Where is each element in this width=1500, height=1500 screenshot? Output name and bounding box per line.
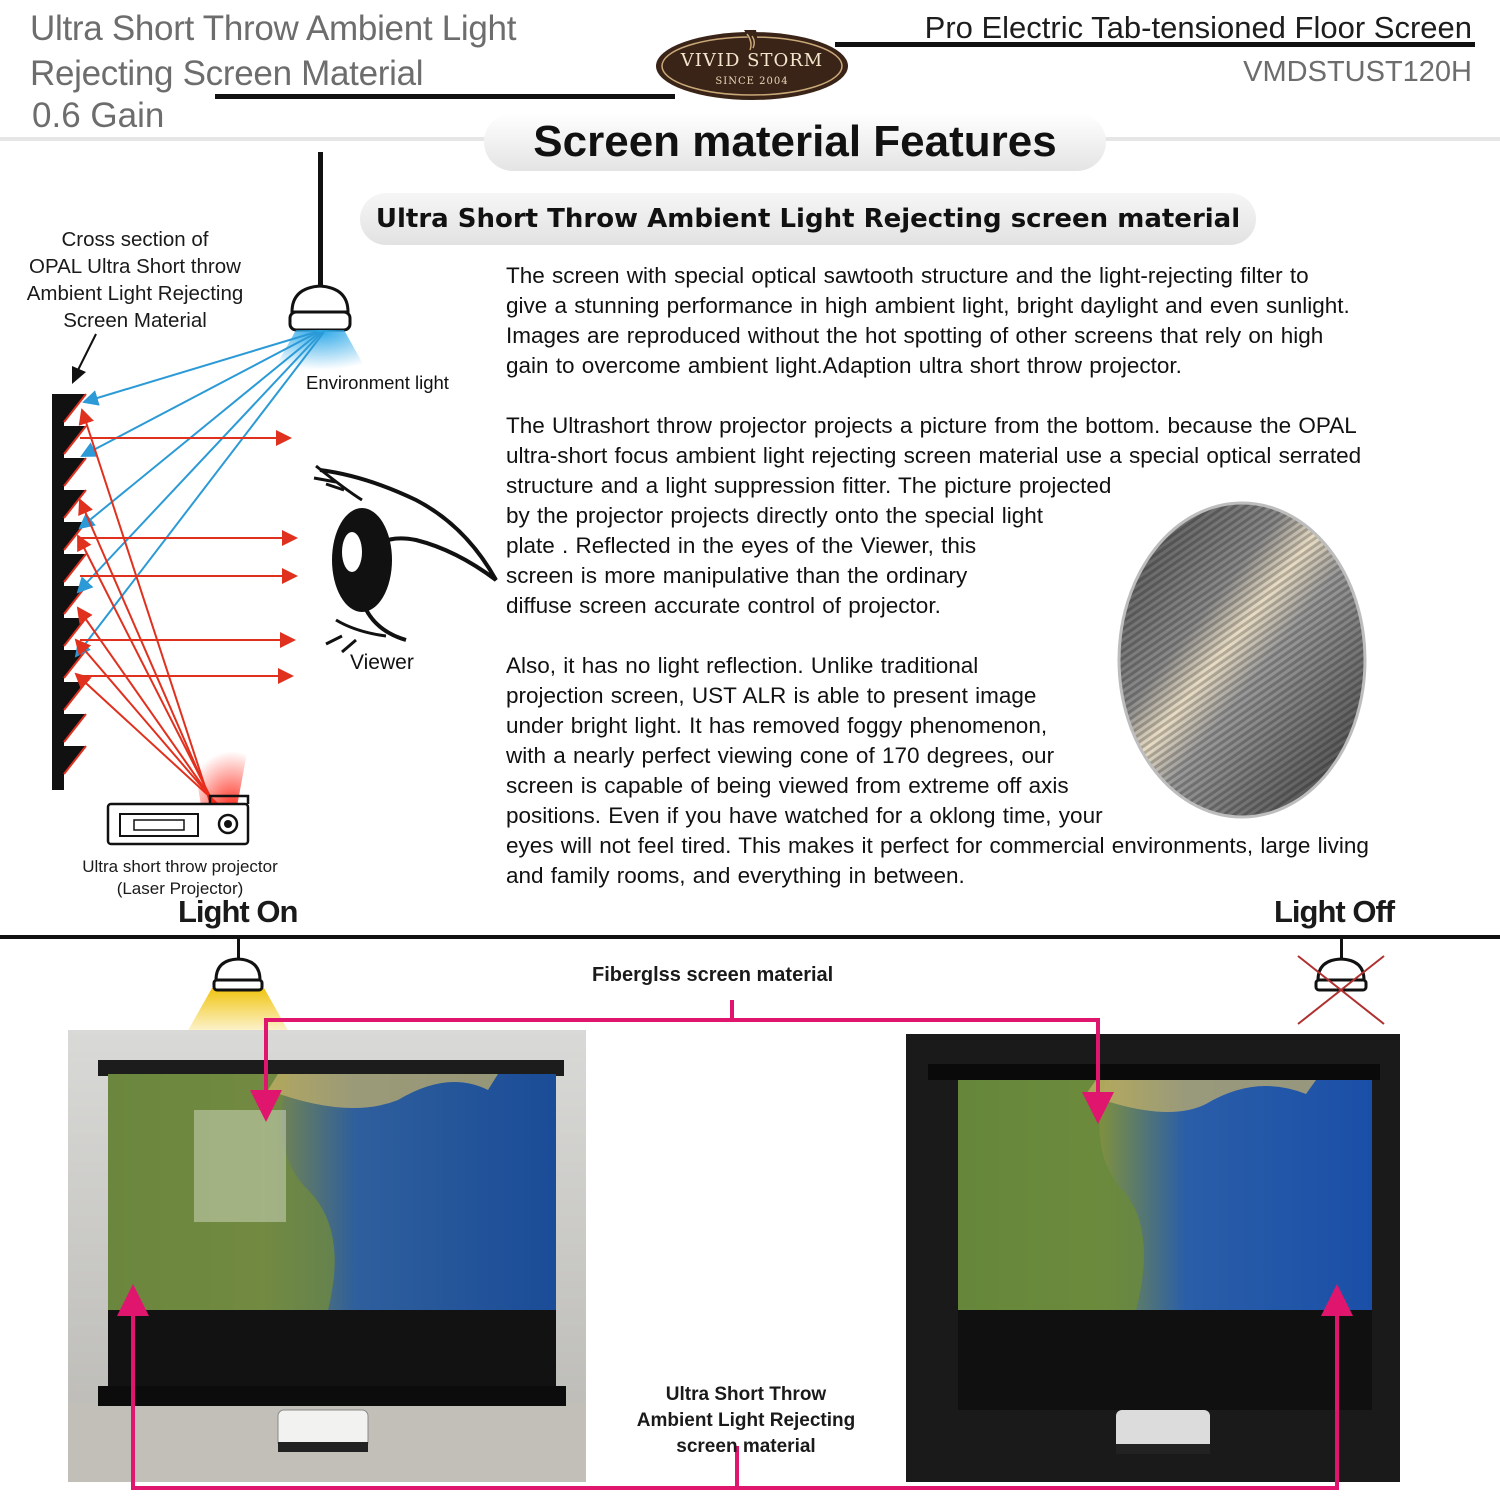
text-line: Images are reproduced without the hot spotting of other screens that rely on high — [506, 323, 1324, 348]
paragraph-1 — [506, 261, 1350, 381]
features-title: Screen material Features — [533, 117, 1057, 166]
text-line: plate . Reflected in the eyes of the Viewer, this — [506, 533, 977, 558]
header-product-title: Pro Electric Tab-tensioned Floor Screen — [924, 10, 1472, 45]
text-line: projection screen, UST ALR is able to present image — [506, 683, 1037, 708]
text-line: structure and a light suppression fitter. The picture projected — [506, 473, 1112, 498]
text-line: positions. Even if you have watched for a oklong time, your — [506, 803, 1103, 828]
gain-label: 0.6 Gain — [32, 96, 165, 135]
light-on-label: Light On — [178, 894, 298, 929]
text-line: by the projector projects directly onto the special light — [506, 503, 1044, 528]
header-title-line1: Ultra Short Throw Ambient Light — [30, 9, 517, 48]
projector-label-line: (Laser Projector) — [116, 879, 244, 898]
text-line: gain to overcome ambient light.Adaption ultra short throw projector. — [506, 353, 1182, 378]
ust-label-line: screen material — [676, 1436, 816, 1457]
projector-label-line: Ultra short throw projector — [82, 857, 278, 876]
ust-label-line: Ultra Short Throw — [665, 1384, 827, 1405]
logo-brand: VIVID STORM — [680, 50, 824, 71]
cross-label-line: OPAL Ultra Short throw — [29, 255, 241, 278]
ust-alr-label — [628, 1382, 864, 1460]
eye-icon — [306, 460, 502, 654]
cross-label-line: Screen Material — [63, 309, 207, 332]
features-title-pill — [484, 113, 1106, 171]
cross-label-line: Cross section of — [61, 228, 209, 251]
text-line: give a stunning performance in high ambient light, bright daylight and even sunlight. — [506, 293, 1350, 318]
text-line: The screen with special optical sawtooth structure and the light-rejecting filter to — [506, 263, 1309, 288]
text-line: screen is more manipulative than the ordinary — [506, 563, 968, 588]
ust-label-line: Ambient Light Rejecting — [636, 1410, 856, 1431]
header-model: VMDSTUST120H — [1243, 56, 1472, 88]
text-line: Also, it has no light reflection. Unlike traditional — [506, 653, 979, 678]
text-line: The Ultrashort throw projector projects a picture from the bottom. because the OPAL — [506, 413, 1357, 438]
text-line: screen is capable of being viewed from extreme off axis — [506, 773, 1069, 798]
text-line: with a nearly perfect viewing cone of 170 degrees, our — [506, 743, 1055, 768]
subtitle: Ultra Short Throw Ambient Light Rejecting screen material — [375, 204, 1241, 234]
cross-label-line: Ambient Light Rejecting — [26, 282, 244, 305]
text-line: under bright light. It has removed foggy phenomenon, — [506, 713, 1048, 738]
viewer-label: Viewer — [350, 651, 414, 674]
text-line: and family rooms, and everything in between. — [506, 863, 965, 888]
material-closeup-image — [1116, 500, 1368, 820]
logo-since: SINCE 2004 — [715, 76, 789, 87]
header-title-line2: Rejecting Screen Material — [30, 54, 424, 93]
environment-light-label: Environment light — [306, 372, 449, 393]
text-line: ultra-short focus ambient light rejecting screen material use a special optical serrated — [506, 443, 1362, 468]
text-line: eyes will not feel tired. This makes it perfect for commercial environments, large living — [506, 833, 1369, 858]
fiberglass-label: Fiberglss screen material — [592, 964, 834, 986]
light-off-label: Light Off — [1274, 894, 1395, 929]
text-line: diffuse screen accurate control of projector. — [506, 593, 941, 618]
vivid-storm-logo — [652, 24, 852, 102]
